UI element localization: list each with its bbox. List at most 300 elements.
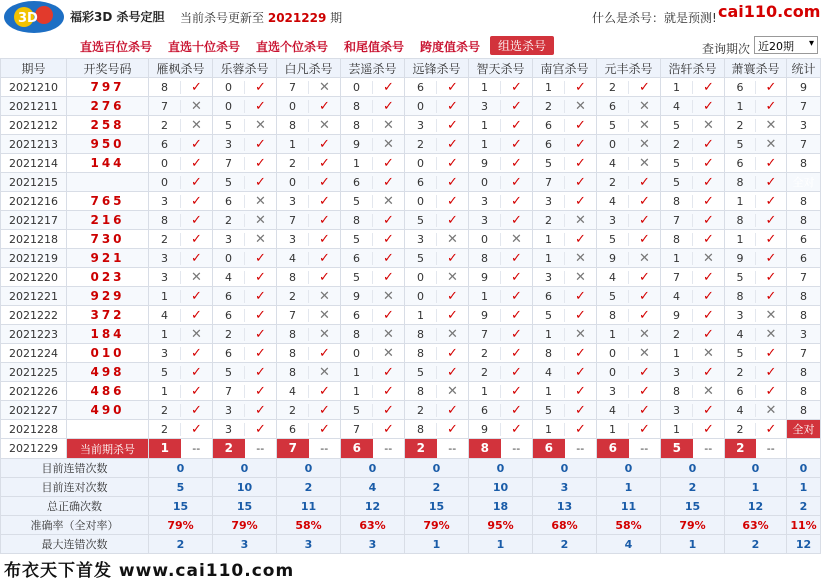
kill-digit: 8 bbox=[341, 100, 373, 113]
kill-cell bbox=[597, 420, 661, 439]
cross-icon: ✕ bbox=[319, 307, 330, 323]
check-icon: ✓ bbox=[765, 79, 777, 95]
cross-icon: ✕ bbox=[319, 364, 330, 380]
draw-number: 490 bbox=[67, 401, 149, 420]
kill-cell bbox=[341, 173, 405, 192]
check-icon: ✓ bbox=[383, 421, 394, 437]
cross-icon: ✕ bbox=[255, 193, 266, 209]
kill-cell bbox=[213, 344, 277, 363]
check-icon: ✓ bbox=[447, 402, 458, 418]
kill-cell bbox=[405, 135, 469, 154]
kill-cell bbox=[661, 287, 725, 306]
kill-cell bbox=[597, 306, 661, 325]
stat-value: 1 bbox=[725, 478, 787, 497]
kill-digit: 6 bbox=[213, 290, 245, 303]
check-icon: ✓ bbox=[383, 364, 394, 380]
kill-cell bbox=[469, 173, 533, 192]
column-header: 元丰杀号 bbox=[597, 59, 661, 78]
check-icon: ✓ bbox=[255, 155, 266, 171]
draw-number: 144 bbox=[67, 154, 149, 173]
kill-digit: 1 bbox=[469, 385, 501, 398]
kill-cell bbox=[661, 401, 725, 420]
check-icon: ✓ bbox=[575, 421, 586, 437]
check-icon: ✓ bbox=[703, 288, 714, 304]
kill-digit: 8 bbox=[277, 271, 309, 284]
kill-cell bbox=[149, 344, 213, 363]
all-correct-badge: 全对 bbox=[787, 173, 821, 192]
kill-cell bbox=[405, 116, 469, 135]
kill-cell bbox=[213, 363, 277, 382]
cross-icon: ✕ bbox=[639, 326, 650, 342]
row-stat: 8 bbox=[787, 306, 821, 325]
kill-digit: 7 bbox=[277, 309, 309, 322]
kill-digit: 1 bbox=[725, 233, 756, 246]
period-cell: 2021223 bbox=[1, 325, 67, 344]
kill-digit: 4 bbox=[597, 157, 629, 170]
kill-digit: 7 bbox=[341, 423, 373, 436]
kill-cell bbox=[469, 192, 533, 211]
kill-digit: 4 bbox=[597, 195, 629, 208]
stat-value: 3 bbox=[341, 535, 405, 554]
check-icon: ✓ bbox=[383, 174, 394, 190]
kill-digit: 1 bbox=[533, 423, 565, 436]
pending-dash: -- bbox=[448, 442, 457, 455]
check-icon: ✓ bbox=[765, 231, 777, 247]
kill-digit: 2 bbox=[405, 138, 437, 151]
cross-icon: ✕ bbox=[703, 383, 714, 399]
current-kill-digit: 1 bbox=[149, 439, 181, 458]
kill-digit: 5 bbox=[405, 214, 437, 227]
kill-cell bbox=[149, 211, 213, 230]
what-is-link[interactable]: 什么是杀号：就是预测! bbox=[592, 11, 717, 25]
stat-value: 0 bbox=[277, 459, 341, 478]
kill-cell bbox=[469, 78, 533, 97]
kill-digit: 2 bbox=[597, 81, 629, 94]
draw-number: 258 bbox=[67, 116, 149, 135]
check-icon: ✓ bbox=[511, 288, 522, 304]
stat-value: 12 bbox=[787, 535, 821, 554]
row-stat: 8 bbox=[787, 363, 821, 382]
kill-digit: 3 bbox=[405, 119, 437, 132]
stat-row bbox=[1, 459, 821, 478]
stat-value: 2 bbox=[149, 535, 213, 554]
kill-cell bbox=[149, 97, 213, 116]
stat-value: 79% bbox=[149, 516, 213, 535]
stat-label: 最大连错次数 bbox=[1, 535, 149, 554]
check-icon: ✓ bbox=[447, 98, 458, 114]
check-icon: ✓ bbox=[511, 250, 522, 266]
stat-value: 2 bbox=[533, 535, 597, 554]
column-header: 白凡杀号 bbox=[277, 59, 341, 78]
kill-cell bbox=[661, 382, 725, 401]
cross-icon: ✕ bbox=[639, 117, 650, 133]
kill-cell bbox=[149, 401, 213, 420]
kill-digit: 1 bbox=[405, 309, 437, 322]
stat-value: 79% bbox=[213, 516, 277, 535]
check-icon: ✓ bbox=[639, 212, 650, 228]
check-icon: ✓ bbox=[511, 136, 522, 152]
draw-number: 372 bbox=[67, 306, 149, 325]
current-kill-cell bbox=[533, 439, 597, 459]
check-icon: ✓ bbox=[255, 402, 266, 418]
cross-icon: ✕ bbox=[765, 326, 777, 342]
period-cell: 2021229 bbox=[1, 439, 67, 459]
kill-cell bbox=[661, 230, 725, 249]
nav-tab[interactable]: 跨度值杀号 bbox=[420, 40, 481, 54]
kill-cell bbox=[533, 268, 597, 287]
column-header: 智天杀号 bbox=[469, 59, 533, 78]
stat-label: 总正确次数 bbox=[1, 497, 149, 516]
kill-cell bbox=[405, 192, 469, 211]
kill-cell bbox=[469, 154, 533, 173]
kill-cell bbox=[725, 154, 787, 173]
brand-title: 福彩3D 杀号定胆 bbox=[70, 10, 165, 24]
kill-digit: 6 bbox=[469, 404, 501, 417]
stat-value: 2 bbox=[661, 478, 725, 497]
check-icon: ✓ bbox=[765, 193, 777, 209]
stat-value: 5 bbox=[149, 478, 213, 497]
cross-icon: ✕ bbox=[447, 269, 458, 285]
pending-dash: -- bbox=[766, 442, 775, 455]
check-icon: ✓ bbox=[703, 269, 714, 285]
check-icon: ✓ bbox=[255, 307, 266, 323]
kill-cell bbox=[405, 344, 469, 363]
kill-digit: 5 bbox=[597, 119, 629, 132]
kill-cell bbox=[725, 211, 787, 230]
kill-digit: 2 bbox=[277, 157, 309, 170]
kill-cell bbox=[149, 268, 213, 287]
kill-digit: 8 bbox=[277, 119, 309, 132]
kill-digit: 6 bbox=[149, 138, 181, 151]
kill-digit: 1 bbox=[277, 138, 309, 151]
kill-cell bbox=[405, 173, 469, 192]
column-header: 浩轩杀号 bbox=[661, 59, 725, 78]
kill-cell bbox=[661, 344, 725, 363]
kill-digit: 3 bbox=[149, 347, 181, 360]
cross-icon: ✕ bbox=[575, 269, 586, 285]
table-row bbox=[1, 249, 821, 268]
current-kill-digit: 2 bbox=[405, 439, 437, 458]
kill-digit: 0 bbox=[149, 176, 181, 189]
check-icon: ✓ bbox=[575, 231, 586, 247]
kill-digit: 0 bbox=[597, 366, 629, 379]
stat-label: 目前连对次数 bbox=[1, 478, 149, 497]
check-icon: ✓ bbox=[765, 212, 777, 228]
kill-cell bbox=[149, 135, 213, 154]
kill-digit: 8 bbox=[725, 176, 756, 189]
kill-cell bbox=[597, 135, 661, 154]
row-stat: 6 bbox=[787, 230, 821, 249]
kill-cell bbox=[533, 306, 597, 325]
kill-cell bbox=[341, 230, 405, 249]
column-header: 南宫杀号 bbox=[533, 59, 597, 78]
kill-digit: 7 bbox=[277, 214, 309, 227]
current-label: 当前期杀号 bbox=[67, 439, 149, 459]
check-icon: ✓ bbox=[511, 269, 522, 285]
kill-digit: 8 bbox=[661, 195, 693, 208]
kill-cell bbox=[341, 401, 405, 420]
kill-cell bbox=[277, 78, 341, 97]
table-row bbox=[1, 344, 821, 363]
check-icon: ✓ bbox=[765, 250, 777, 266]
kill-digit: 2 bbox=[597, 176, 629, 189]
stat-value: 10 bbox=[469, 478, 533, 497]
check-icon: ✓ bbox=[639, 269, 650, 285]
check-icon: ✓ bbox=[765, 155, 777, 171]
kill-digit: 8 bbox=[597, 309, 629, 322]
kill-digit: 9 bbox=[341, 290, 373, 303]
kill-cell bbox=[213, 135, 277, 154]
check-icon: ✓ bbox=[191, 402, 202, 418]
stat-value: 0 bbox=[533, 459, 597, 478]
kill-cell bbox=[469, 420, 533, 439]
kill-digit: 4 bbox=[597, 404, 629, 417]
check-icon: ✓ bbox=[255, 136, 266, 152]
pending-dash: -- bbox=[256, 442, 265, 455]
kill-digit: 3 bbox=[405, 233, 437, 246]
kill-digit: 2 bbox=[277, 290, 309, 303]
kill-digit: 1 bbox=[533, 81, 565, 94]
nav-tab[interactable]: 组选杀号 bbox=[490, 36, 554, 55]
kill-digit: 6 bbox=[405, 176, 437, 189]
kill-cell bbox=[277, 382, 341, 401]
kill-cell bbox=[725, 173, 787, 192]
cross-icon: ✕ bbox=[319, 326, 330, 342]
kill-cell bbox=[149, 420, 213, 439]
kill-digit: 7 bbox=[213, 157, 245, 170]
kill-digit: 1 bbox=[661, 423, 693, 436]
draw-number bbox=[67, 173, 149, 192]
kill-cell bbox=[213, 306, 277, 325]
kill-cell bbox=[533, 116, 597, 135]
kill-cell bbox=[725, 420, 787, 439]
stat-value: 3 bbox=[533, 478, 597, 497]
kill-digit: 6 bbox=[533, 119, 565, 132]
kill-digit: 9 bbox=[469, 157, 501, 170]
check-icon: ✓ bbox=[575, 307, 586, 323]
kill-digit: 3 bbox=[469, 195, 501, 208]
kill-digit: 5 bbox=[661, 157, 693, 170]
kill-cell bbox=[149, 78, 213, 97]
period-cell: 2021214 bbox=[1, 154, 67, 173]
check-icon: ✓ bbox=[191, 155, 202, 171]
cross-icon: ✕ bbox=[447, 383, 458, 399]
kill-digit: 0 bbox=[213, 81, 245, 94]
kill-digit: 3 bbox=[597, 385, 629, 398]
kill-cell bbox=[341, 420, 405, 439]
check-icon: ✓ bbox=[575, 402, 586, 418]
nav-tab[interactable]: 直选百位杀号 bbox=[80, 40, 153, 54]
kill-digit: 9 bbox=[469, 271, 501, 284]
check-icon: ✓ bbox=[511, 117, 522, 133]
kill-cell bbox=[597, 78, 661, 97]
row-stat: 8 bbox=[787, 211, 821, 230]
kill-digit: 4 bbox=[277, 385, 309, 398]
stat-value: 1 bbox=[405, 535, 469, 554]
kill-cell bbox=[277, 287, 341, 306]
kill-digit: 2 bbox=[533, 214, 565, 227]
kill-digit: 0 bbox=[341, 347, 373, 360]
current-kill-digit: 6 bbox=[341, 439, 373, 458]
kill-digit: 8 bbox=[149, 81, 181, 94]
kill-digit: 9 bbox=[597, 252, 629, 265]
current-kill-cell bbox=[149, 439, 213, 459]
stat-value: 63% bbox=[725, 516, 787, 535]
kill-digit: 5 bbox=[149, 366, 181, 379]
check-icon: ✓ bbox=[383, 155, 394, 171]
kill-cell bbox=[597, 97, 661, 116]
period-cell: 2021216 bbox=[1, 192, 67, 211]
check-icon: ✓ bbox=[575, 383, 586, 399]
kill-cell bbox=[405, 287, 469, 306]
cross-icon: ✕ bbox=[575, 250, 586, 266]
cross-icon: ✕ bbox=[703, 250, 714, 266]
check-icon: ✓ bbox=[255, 326, 266, 342]
check-icon: ✓ bbox=[447, 421, 458, 437]
table-row bbox=[1, 211, 821, 230]
period-select[interactable]: 近20期 ▾ bbox=[754, 36, 818, 54]
kill-digit: 0 bbox=[213, 252, 245, 265]
stat-value: 18 bbox=[469, 497, 533, 516]
kill-cell bbox=[341, 287, 405, 306]
check-icon: ✓ bbox=[383, 383, 394, 399]
check-icon: ✓ bbox=[575, 79, 586, 95]
kill-cell bbox=[661, 420, 725, 439]
kill-cell bbox=[661, 268, 725, 287]
stat-value: 58% bbox=[277, 516, 341, 535]
nav-tab[interactable]: 直选十位杀号 bbox=[168, 40, 241, 54]
kill-digit: 3 bbox=[597, 214, 629, 227]
kill-digit: 3 bbox=[533, 271, 565, 284]
kill-cell bbox=[149, 287, 213, 306]
period-cell: 2021215 bbox=[1, 173, 67, 192]
check-icon: ✓ bbox=[511, 307, 522, 323]
cross-icon: ✕ bbox=[575, 98, 586, 114]
period-cell: 2021224 bbox=[1, 344, 67, 363]
check-icon: ✓ bbox=[765, 364, 777, 380]
cross-icon: ✕ bbox=[255, 212, 266, 228]
kill-cell bbox=[213, 192, 277, 211]
check-icon: ✓ bbox=[319, 269, 330, 285]
period-cell: 2021221 bbox=[1, 287, 67, 306]
check-icon: ✓ bbox=[383, 98, 394, 114]
nav-tab[interactable]: 和尾值杀号 bbox=[344, 40, 405, 54]
check-icon: ✓ bbox=[191, 307, 202, 323]
check-icon: ✓ bbox=[511, 79, 522, 95]
kill-digit: 8 bbox=[405, 423, 437, 436]
check-icon: ✓ bbox=[319, 231, 330, 247]
period-cell: 2021213 bbox=[1, 135, 67, 154]
kill-digit: 1 bbox=[661, 81, 693, 94]
stat-value: 0 bbox=[341, 459, 405, 478]
kill-digit: 8 bbox=[405, 328, 437, 341]
check-icon: ✓ bbox=[575, 136, 586, 152]
kill-digit: 0 bbox=[149, 157, 181, 170]
cross-icon: ✕ bbox=[639, 98, 650, 114]
stat-value: 10 bbox=[213, 478, 277, 497]
table-row bbox=[1, 173, 821, 192]
stat-value: 58% bbox=[597, 516, 661, 535]
cross-icon: ✕ bbox=[447, 231, 458, 247]
current-kill-cell bbox=[597, 439, 661, 459]
query-label: 查询期次 bbox=[702, 42, 751, 56]
cross-icon: ✕ bbox=[575, 212, 586, 228]
kill-digit: 6 bbox=[725, 385, 756, 398]
draw-number: 486 bbox=[67, 382, 149, 401]
check-icon: ✓ bbox=[319, 402, 330, 418]
nav-tab[interactable]: 直选个位杀号 bbox=[256, 40, 329, 54]
kill-cell bbox=[341, 116, 405, 135]
check-icon: ✓ bbox=[447, 193, 458, 209]
site-logo[interactable]: cai110.com bbox=[718, 2, 821, 21]
period-cell: 2021222 bbox=[1, 306, 67, 325]
cross-icon: ✕ bbox=[191, 117, 202, 133]
kill-digit: 5 bbox=[213, 366, 245, 379]
check-icon: ✓ bbox=[255, 364, 266, 380]
kill-cell bbox=[597, 344, 661, 363]
kill-cell bbox=[597, 382, 661, 401]
stat-value: 11 bbox=[277, 497, 341, 516]
kill-cell bbox=[277, 211, 341, 230]
row-stat: 7 bbox=[787, 97, 821, 116]
kill-digit: 4 bbox=[597, 271, 629, 284]
kill-cell bbox=[277, 344, 341, 363]
kill-digit: 0 bbox=[469, 176, 501, 189]
kill-cell bbox=[341, 306, 405, 325]
period-cell: 2021210 bbox=[1, 78, 67, 97]
kill-digit: 6 bbox=[277, 423, 309, 436]
stat-label: 目前连错次数 bbox=[1, 459, 149, 478]
check-icon: ✓ bbox=[255, 345, 266, 361]
row-stat: 8 bbox=[787, 154, 821, 173]
cross-icon: ✕ bbox=[765, 402, 777, 418]
check-icon: ✓ bbox=[511, 326, 522, 342]
check-icon: ✓ bbox=[703, 307, 714, 323]
kill-cell bbox=[341, 78, 405, 97]
kill-digit: 1 bbox=[533, 328, 565, 341]
kill-digit: 6 bbox=[341, 176, 373, 189]
draw-number: 797 bbox=[67, 78, 149, 97]
row-stat: 7 bbox=[787, 268, 821, 287]
kill-cell bbox=[661, 154, 725, 173]
kill-cell bbox=[597, 230, 661, 249]
check-icon: ✓ bbox=[255, 288, 266, 304]
check-icon: ✓ bbox=[703, 212, 714, 228]
row-stat: 3 bbox=[787, 325, 821, 344]
kill-digit: 6 bbox=[341, 252, 373, 265]
kill-digit: 5 bbox=[533, 157, 565, 170]
kill-cell bbox=[405, 268, 469, 287]
period-cell: 2021219 bbox=[1, 249, 67, 268]
kill-digit: 1 bbox=[597, 328, 629, 341]
draw-number bbox=[67, 420, 149, 439]
period-cell: 2021228 bbox=[1, 420, 67, 439]
stat-value: 2 bbox=[277, 478, 341, 497]
kill-digit: 8 bbox=[149, 214, 181, 227]
kill-cell bbox=[149, 382, 213, 401]
check-icon: ✓ bbox=[383, 269, 394, 285]
kill-cell bbox=[213, 268, 277, 287]
draw-number: 765 bbox=[67, 192, 149, 211]
kill-cell bbox=[661, 363, 725, 382]
kill-digit: 6 bbox=[213, 347, 245, 360]
kill-cell bbox=[405, 306, 469, 325]
kill-cell bbox=[597, 287, 661, 306]
kill-cell bbox=[533, 382, 597, 401]
cross-icon: ✕ bbox=[191, 98, 202, 114]
kill-digit: 8 bbox=[661, 233, 693, 246]
draw-number: 216 bbox=[67, 211, 149, 230]
